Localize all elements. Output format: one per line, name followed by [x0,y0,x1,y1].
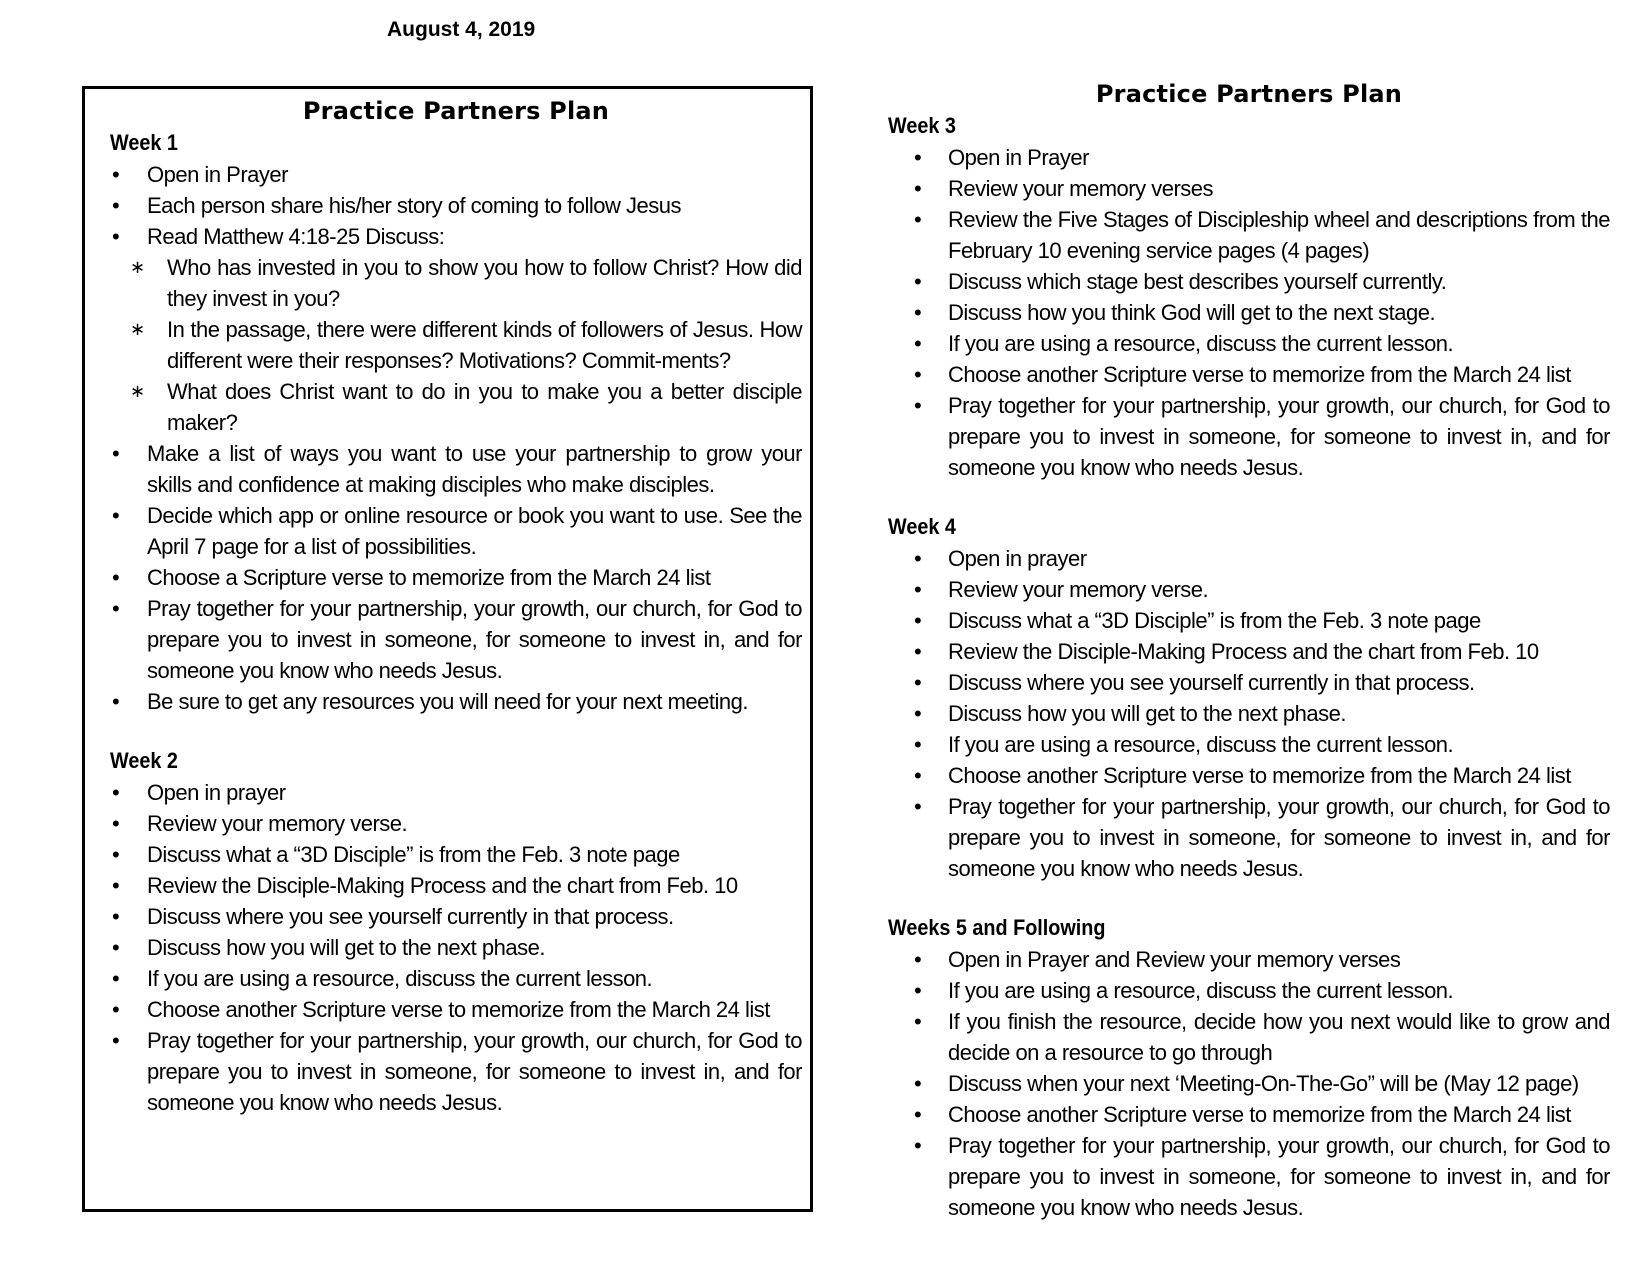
discussion-question: ∗ In the passage, there were different kinds of followers of Jesus. How different were their responses? Motivations? Commit-ments? [110,314,802,376]
list-item: • Decide which app or online resource or book you want to use. See the April 7 page for a list of possibilities. [110,500,802,562]
list-item: • Choose another Scripture verse to memorize from the March 24 list [110,994,802,1025]
week-1-list [110,159,802,252]
list-item: • Read Matthew 4:18-25 Discuss: [110,221,802,252]
list-item: • Open in Prayer [110,159,802,190]
left-plan-box [82,86,813,1212]
week-1-list-continued [110,438,802,717]
list-item: • Choose a Scripture verse to memorize from the March 24 list [110,562,802,593]
list-item: • If you are using a resource, discuss the current lesson. [110,963,802,994]
list-item: • Discuss what a “3D Disciple” is from the Feb. 3 note page [912,605,1610,636]
list-item: • Pray together for your partnership, your growth, our church, for God to prepare you to invest in someone, for someone to invest in, and for someone you know who needs Jesus. [912,390,1610,483]
week-1-heading: Week 1 [110,130,178,155]
week-3-list [888,142,1610,483]
list-item: • If you are using a resource, discuss the current lesson. [912,729,1610,760]
list-item: • Review the Disciple-Making Process and the chart from Feb. 10 [912,636,1610,667]
list-item: • Choose another Scripture verse to memorize from the March 24 list [912,359,1610,390]
list-item: • Discuss what a “3D Disciple” is from the Feb. 3 note page [110,839,802,870]
week-2-heading: Week 2 [110,748,178,773]
week-2-list [110,777,802,1118]
list-item: • Choose another Scripture verse to memorize from the March 24 list [912,760,1610,791]
week-5-list [888,944,1610,1223]
list-item: • Discuss when your next ‘Meeting-On-The-Go” will be (May 12 page) [912,1068,1610,1099]
week-5-section [888,912,1610,1223]
week-1-section [110,127,802,717]
list-item: • If you are using a resource, discuss the current lesson. [912,975,1610,1006]
week-4-heading: Week 4 [888,514,956,539]
week-4-section [888,511,1610,884]
list-item: • Open in prayer [110,777,802,808]
list-item: • Review your memory verse. [110,808,802,839]
plan-title-right: Practice Partners Plan [1095,80,1403,108]
week-4-list [888,543,1610,884]
week-5-heading: Weeks 5 and Following [888,915,1106,940]
list-item: • Open in prayer [912,543,1610,574]
list-item: • Discuss how you think God will get to the next stage. [912,297,1610,328]
list-item: • If you finish the resource, decide how you next would like to grow and decide on a resource to go through [912,1006,1610,1068]
list-item: • Pray together for your partnership, your growth, our church, for God to prepare you to invest in someone, for someone to invest in, and for someone you know who needs Jesus. [110,593,802,686]
list-item: • Pray together for your partnership, your growth, our church, for God to prepare you to invest in someone, for someone to invest in, and for someone you know who needs Jesus. [912,791,1610,884]
list-item: • Discuss how you will get to the next phase. [912,698,1610,729]
list-item: • Pray together for your partnership, your growth, our church, for God to prepare you to invest in someone, for someone to invest in, and for someone you know who needs Jesus. [912,1130,1610,1223]
list-item: • Make a list of ways you want to use your partnership to grow your skills and confidence at making disciples who make disciples. [110,438,802,500]
list-item: • Open in Prayer [912,142,1610,173]
list-item: • Review your memory verse. [912,574,1610,605]
list-item: • Pray together for your partnership, your growth, our church, for God to prepare you to invest in someone, for someone to invest in, and for someone you know who needs Jesus. [110,1025,802,1118]
list-item: • Discuss how you will get to the next phase. [110,932,802,963]
discussion-question: ∗ What does Christ want to do in you to make you a better disciple maker? [110,376,802,438]
right-plan-column [888,78,1610,1223]
list-item: • Discuss which stage best describes yourself currently. [912,266,1610,297]
list-item: • Review the Disciple-Making Process and the chart from Feb. 10 [110,870,802,901]
list-item: • Discuss where you see yourself currently in that process. [912,667,1610,698]
list-item: • Each person share his/her story of coming to follow Jesus [110,190,802,221]
list-item: • If you are using a resource, discuss the current lesson. [912,328,1610,359]
list-item: • Be sure to get any resources you will need for your next meeting. [110,686,802,717]
plan-title-left: Practice Partners Plan [302,97,610,125]
list-item: • Review the Five Stages of Discipleship wheel and descriptions from the February 10 evening service pages (4 pages) [912,204,1610,266]
list-item: • Open in Prayer and Review your memory verses [912,944,1610,975]
page-date: August 4, 2019 [387,18,536,41]
week-3-section [888,110,1610,483]
week-3-heading: Week 3 [888,113,956,138]
discussion-question: ∗ Who has invested in you to show you how to follow Christ? How did they invest in you? [110,252,802,314]
list-item: • Review your memory verses [912,173,1610,204]
list-item: • Choose another Scripture verse to memorize from the March 24 list [912,1099,1610,1130]
list-item: • Discuss where you see yourself currently in that process. [110,901,802,932]
week-2-section [110,745,802,1118]
discussion-questions-list [110,252,802,438]
